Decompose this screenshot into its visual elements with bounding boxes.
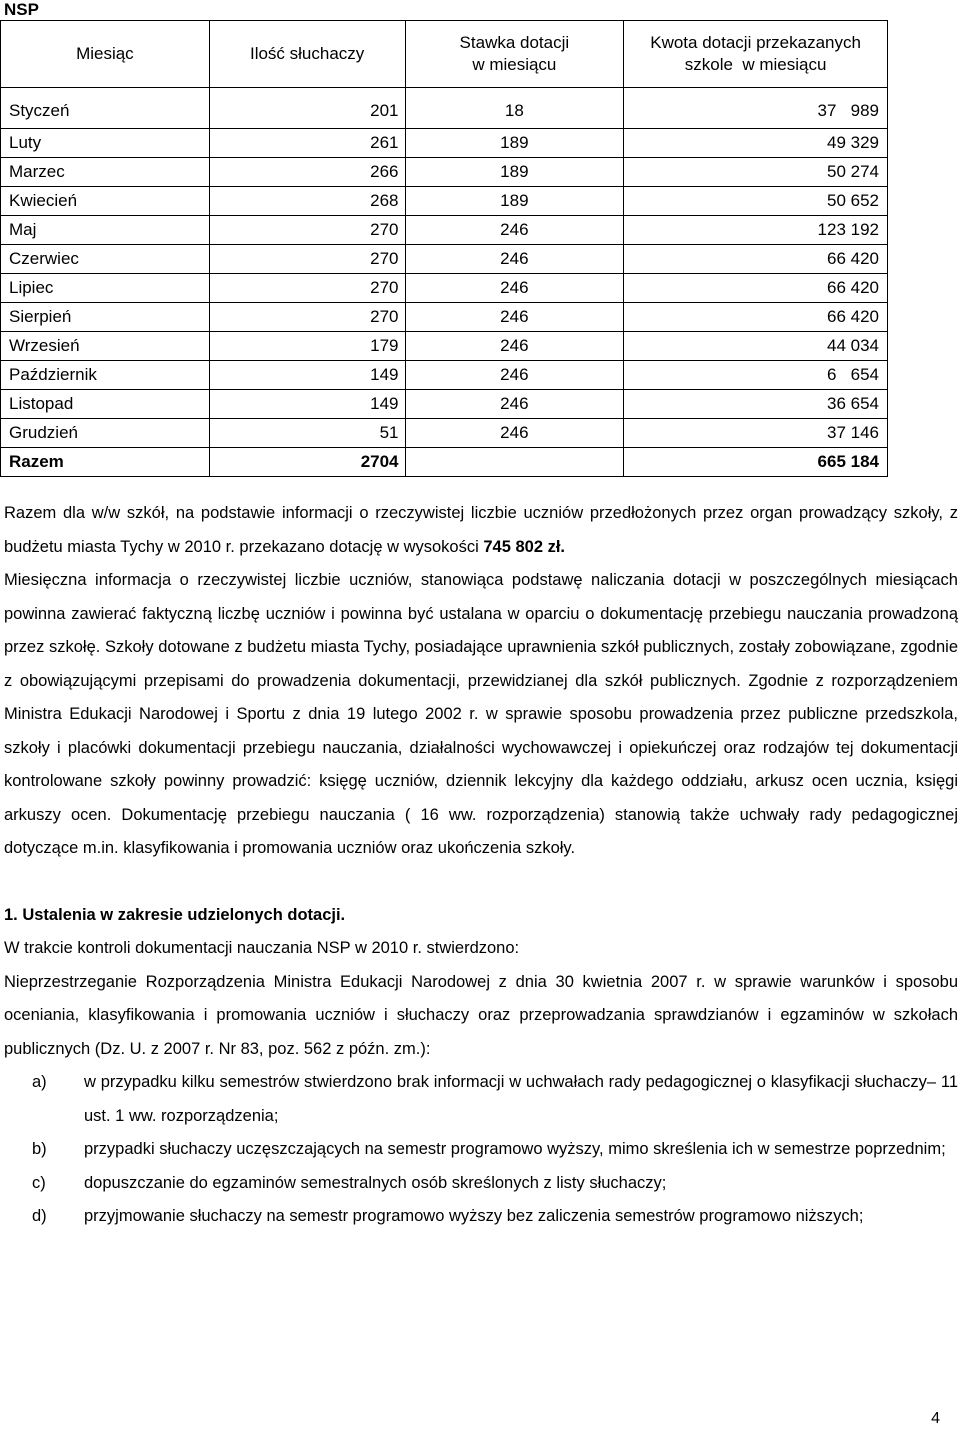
table-total-row	[1, 448, 888, 477]
cell-month: Maj	[1, 216, 210, 245]
table-row	[1, 245, 888, 274]
header-amount	[624, 21, 888, 88]
cell-listeners: 149	[209, 361, 405, 390]
cell-listeners: 266	[209, 158, 405, 187]
cell-listeners: 270	[209, 303, 405, 332]
cell-rate: 18	[405, 88, 624, 129]
cell-rate: 246	[405, 245, 624, 274]
table-row	[1, 216, 888, 245]
cell-rate: 246	[405, 274, 624, 303]
table-row	[1, 187, 888, 216]
cell-amount: 50 274	[624, 158, 888, 187]
cell-listeners: 270	[209, 216, 405, 245]
total-amount: 665 184	[624, 448, 888, 477]
table-row	[1, 129, 888, 158]
table-row	[1, 303, 888, 332]
table-row	[1, 88, 888, 129]
summary-paragraph	[4, 497, 958, 564]
table-header-row	[1, 21, 888, 88]
cell-listeners: 268	[209, 187, 405, 216]
cell-rate: 246	[405, 361, 624, 390]
total-listeners: 2704	[209, 448, 405, 477]
list-item	[4, 1133, 958, 1167]
table-row	[1, 390, 888, 419]
header-listeners: Ilość słuchaczy	[209, 21, 405, 88]
table-row	[1, 158, 888, 187]
list-marker: b)	[32, 1140, 47, 1158]
cell-month: Luty	[1, 129, 210, 158]
paragraph-gap	[4, 866, 958, 899]
table-row	[1, 332, 888, 361]
list-item-text: dopuszczanie do egzaminów semestralnych osób skreślonych z listy słuchaczy;	[84, 1173, 667, 1192]
cell-month: Wrzesień	[1, 332, 210, 361]
cell-month: Marzec	[1, 158, 210, 187]
findings-list	[4, 1066, 958, 1234]
list-item	[4, 1200, 958, 1234]
header-rate-line2: w miesiącu	[472, 55, 557, 74]
header-amount-line1: Kwota dotacji przekazanych	[650, 33, 861, 52]
cell-month: Październik	[1, 361, 210, 390]
list-item-text: przyjmowanie słuchaczy na semestr programowo wyższy bez zaliczenia semestrów programowo niższych;	[84, 1207, 864, 1225]
findings-regulation: Nieprzestrzeganie Rozporządzenia Ministra Edukacji Narodowej z dnia 30 kwietnia 2007 r. w sprawie warunków i sposobu oceniania, klasyfikowania i promowania uczniów i słuchaczy oraz przeprowadzania sprawdzianów i egzaminów w szkołach publicznych (Dz. U. z 2007 r. Nr 83, poz. 562 z późn. zm.):	[4, 972, 958, 1058]
findings-intro: W trakcie kontroli dokumentacji nauczania NSP w 2010 r. stwierdzono:	[4, 939, 520, 957]
cell-amount: 66 420	[624, 245, 888, 274]
cell-listeners: 179	[209, 332, 405, 361]
cell-rate: 246	[405, 216, 624, 245]
total-label: Razem	[1, 448, 210, 477]
list-marker: a)	[32, 1073, 47, 1091]
summary-amount: 745 802 zł.	[483, 537, 566, 556]
cell-amount: 6 654	[624, 361, 888, 390]
cell-amount: 37 146	[624, 419, 888, 448]
section-heading: 1. Ustalenia w zakresie udzielonych dotacji.	[4, 905, 346, 924]
header-rate	[405, 21, 624, 88]
table-row	[1, 274, 888, 303]
cell-listeners: 149	[209, 390, 405, 419]
summary-text: Razem dla w/w szkół, na podstawie informacji o rzeczywistej liczbie uczniów przedłożonych przez organ prowadzący szkoły, z budżetu miasta Tychy w 2010 r. przekazano dotację w wysokości	[4, 504, 958, 556]
page-number: 4	[931, 1410, 940, 1427]
cell-rate: 246	[405, 390, 624, 419]
cell-listeners: 201	[209, 88, 405, 129]
list-item-text: w przypadku kilku semestrów stwierdzono brak informacji w uchwałach rady pedagogicznej o klasyfikacji słuchaczy– 11 ust. 1 ww. rozporządzenia;	[84, 1073, 958, 1125]
cell-rate: 189	[405, 158, 624, 187]
cell-amount: 123 192	[624, 216, 888, 245]
list-marker: d)	[32, 1207, 47, 1225]
header-rate-line1: Stawka dotacji	[459, 33, 570, 52]
list-marker: c)	[32, 1173, 46, 1192]
cell-rate: 189	[405, 187, 624, 216]
cell-rate: 246	[405, 419, 624, 448]
list-item	[4, 1167, 958, 1201]
total-rate	[405, 448, 624, 477]
cell-amount: 37 989	[624, 88, 888, 129]
cell-listeners: 261	[209, 129, 405, 158]
table-row	[1, 419, 888, 448]
cell-rate: 246	[405, 332, 624, 361]
list-item-text: przypadki słuchaczy uczęszczających na semestr programowo wyższy, mimo skreślenia ich w semestrze poprzednim;	[84, 1140, 946, 1158]
list-item	[4, 1066, 958, 1133]
cell-listeners: 270	[209, 274, 405, 303]
cell-rate: 189	[405, 129, 624, 158]
section-heading-nsp: NSP	[4, 0, 39, 19]
cell-amount: 44 034	[624, 332, 888, 361]
cell-month: Lipiec	[1, 274, 210, 303]
cell-rate: 246	[405, 303, 624, 332]
document-body	[4, 497, 958, 1234]
cell-month: Grudzień	[1, 419, 210, 448]
cell-listeners: 270	[209, 245, 405, 274]
subsidy-table	[0, 20, 888, 477]
table-row	[1, 361, 888, 390]
cell-amount: 36 654	[624, 390, 888, 419]
cell-month: Sierpień	[1, 303, 210, 332]
cell-amount: 66 420	[624, 274, 888, 303]
cell-amount: 49 329	[624, 129, 888, 158]
header-amount-line2: szkole w miesiącu	[684, 55, 827, 74]
cell-month: Czerwiec	[1, 245, 210, 274]
header-month: Miesiąc	[1, 21, 210, 88]
cell-listeners: 51	[209, 419, 405, 448]
info-paragraph: Miesięczna informacja o rzeczywistej liczbie uczniów, stanowiąca podstawę naliczania dotacji w poszczególnych miesiącach powinna zawierać faktyczną liczbę uczniów i powinna być ustalana w oparciu o dokumentację przebiegu nauczania prowadzoną przez szkołę. Szkoły dotowane z budżetu miasta Tychy, posiadające uprawnienia szkół publicznych, zostały zobowiązane, zgodnie z obowiązującymi przepisami do prowadzenia dokumentacji, przewidzianej dla szkół publicznych. Zgodnie z rozporządzeniem Ministra Edukacji Narodowej i Sportu z dnia 19 lutego 2002 r. w sprawie sposobu prowadzenia przez publiczne przedszkola, szkoły i placówki dokumentacji przebiegu nauczania, działalności wychowawczej i opiekuńczej oraz rodzajów tej dokumentacji kontrolowane szkoły powinny prowadzić: księgę uczniów, dziennik lekcyjny dla każdego oddziału, arkusz ocen ucznia, księgi arkuszy ocen. Dokumentację przebiegu nauczania ( 16 ww. rozporządzenia) stanowią także uchwały rady pedagogicznej dotyczące m.in. klasyfikowania i promowania uczniów oraz ukończenia szkoły.	[4, 571, 958, 857]
cell-amount: 66 420	[624, 303, 888, 332]
cell-month: Listopad	[1, 390, 210, 419]
cell-month: Styczeń	[1, 88, 210, 129]
cell-amount: 50 652	[624, 187, 888, 216]
cell-month: Kwiecień	[1, 187, 210, 216]
